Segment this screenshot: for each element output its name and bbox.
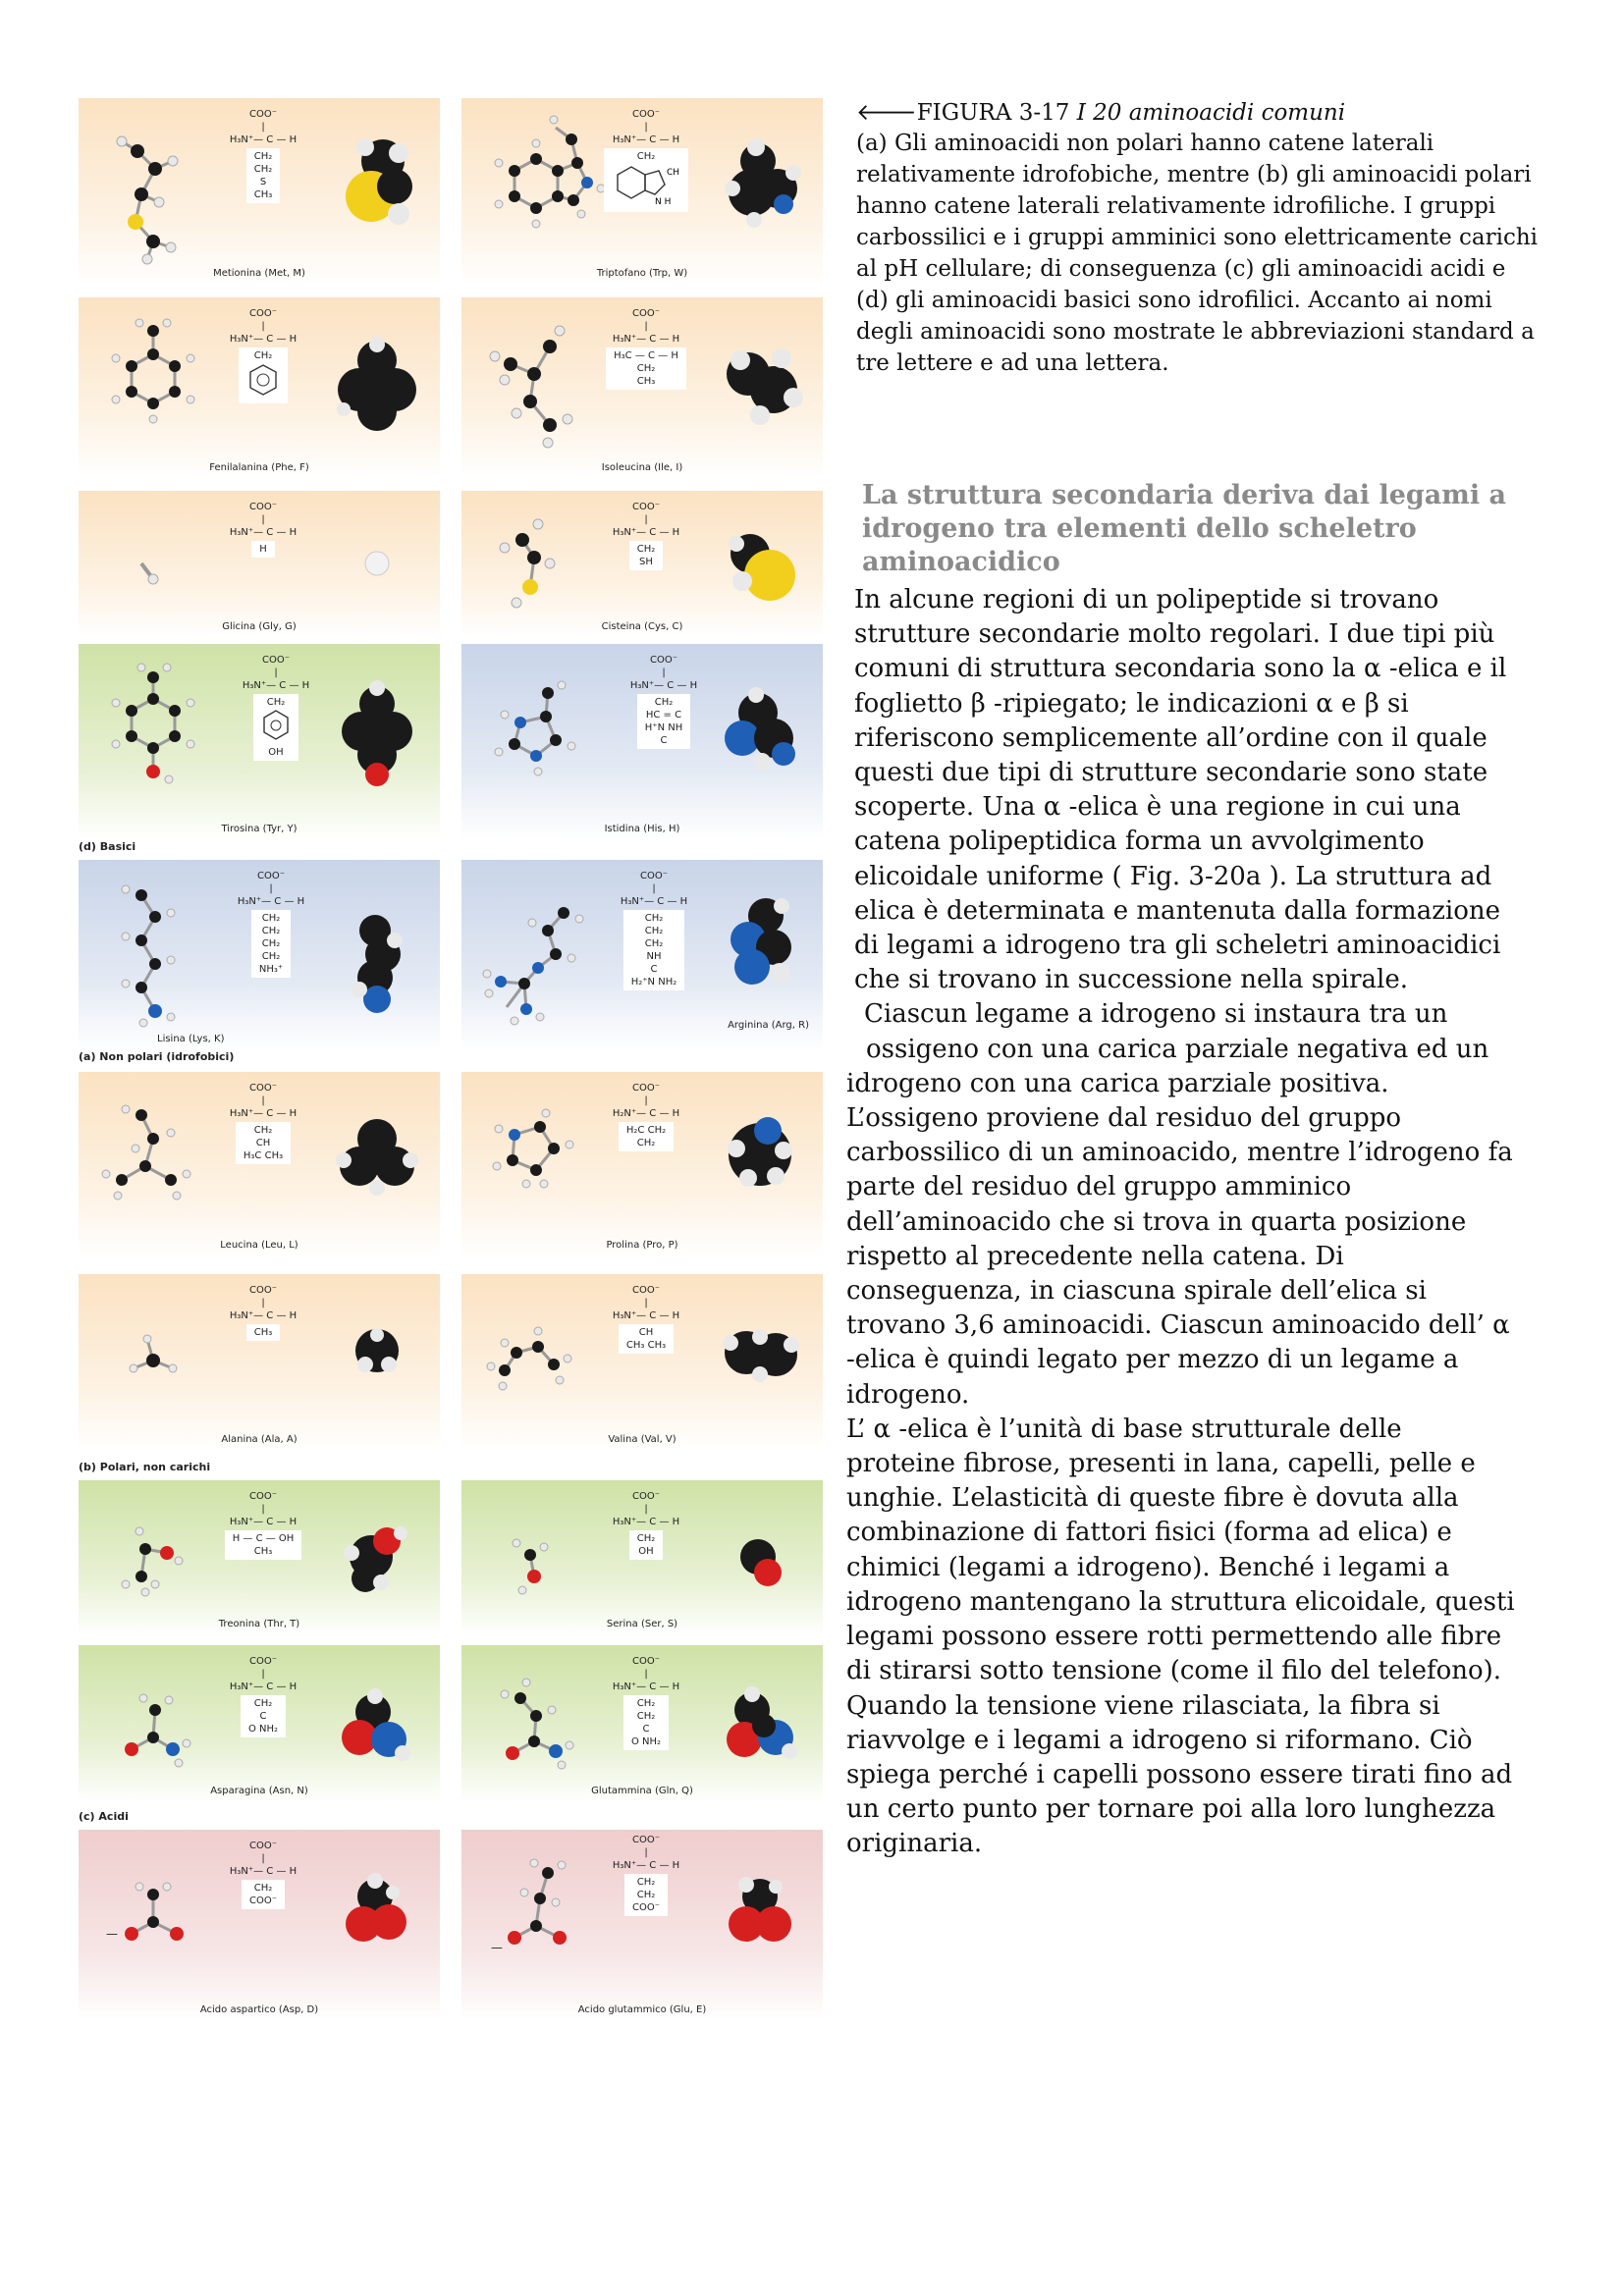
space-filling-model-asparagine <box>330 1679 426 1783</box>
carboxylate-label: COO⁻ <box>248 1841 277 1851</box>
alpha-carbon-label: — C — H <box>253 1517 298 1527</box>
panel-name: Lisina (Lys, K) <box>157 1034 225 1044</box>
space-filling-model-leucine <box>330 1105 426 1209</box>
panel-name: Prolina (Pro, P) <box>606 1240 678 1251</box>
structural-formula: COO⁻ | H₃N⁺— C — H CH₂ OH <box>221 654 331 761</box>
benzene-ring-icon <box>246 362 280 398</box>
text-line: di stirarsi sotto tensione (come il filo del telefono). <box>846 1656 1502 1686</box>
carboxylate-label: COO⁻ <box>631 502 660 512</box>
amino-group-label: H₃N⁺ <box>229 334 254 345</box>
panel-phenylalanine <box>79 297 440 479</box>
panel-name: Acido aspartico (Asp, D) <box>199 2004 319 2015</box>
text-line: di legami a idrogeno tra gli scheletri aminoacidici <box>854 931 1501 961</box>
text-line: rispetto al precedente nella catena. Di <box>846 1241 1344 1271</box>
side-chain: CH₂ <box>239 347 288 403</box>
panel-name: Serina (Ser, S) <box>606 1619 678 1629</box>
amino-group-label: H₃N⁺ <box>229 1682 254 1692</box>
svg-text:N H: N H <box>655 197 672 206</box>
amino-group-label: H₃N⁺ <box>229 1517 254 1527</box>
panel-name: Fenilalanina (Phe, F) <box>209 462 309 473</box>
carboxylate-label: COO⁻ <box>248 1656 277 1667</box>
structural-formula: COO⁻ | H₃N⁺— C — H CH₂ <box>208 307 318 403</box>
carboxylate-label: COO⁻ <box>649 655 677 666</box>
carboxylate-label: COO⁻ <box>631 109 660 120</box>
amino-group-label: H₃N⁺ <box>237 896 262 907</box>
text-line: -elica è quindi legato per mezzo di un legame a <box>846 1345 1459 1375</box>
side-chain: H — C — OH CH₃ <box>225 1530 302 1560</box>
text-line: spiega perché i capelli possono essere tirati fino ad <box>846 1759 1513 1789</box>
space-filling-model-glutamic-acid <box>713 1863 809 1967</box>
category-label-acidic: (c) Acidi <box>79 1810 129 1823</box>
space-filling-model-alanine <box>330 1308 426 1412</box>
text-line: riferiscono semplicemente all’ordine con il quale <box>854 722 1488 753</box>
panel-methionine <box>79 98 440 285</box>
text-line: combinazione di fattori fisici (forma ad elica) e <box>846 1518 1452 1548</box>
alpha-carbon-label: — C — H <box>261 896 305 907</box>
side-chain: H <box>251 541 275 558</box>
structural-formula: COO⁻ | H₃N⁺— C — H H — C — OH CH₃ <box>208 1490 318 1560</box>
side-chain: CH₂ OH <box>629 1530 664 1560</box>
structural-formula: COO⁻ | H₃N⁺— C — H CH₂ CH₂ C O NH₂ <box>591 1655 701 1750</box>
carboxylate-label: COO⁻ <box>631 1835 660 1845</box>
carboxylate-label: COO⁻ <box>248 502 277 512</box>
svg-text:—: — <box>491 1941 503 1954</box>
panel-name: Metionina (Met, M) <box>213 268 305 279</box>
text-line: conseguenza, in ciascuna spirale dell’elica si <box>846 1276 1427 1307</box>
caption-body: (a) Gli aminoacidi non polari hanno catene laterali relativamente idrofobiche, mentre (b) gli aminoacidi polari hanno catene laterali relativamente idrofiliche. I gruppi carbossilici e i gruppi amminici sono elettricamente carichi al pH cellulare; di conseguenza (c) gli aminoacidi acidi e (d) gli aminoacidi basici sono idrofilici. Accanto ai nomi degli aminoacidi sono mostrate le abbreviazioni standard a tre lettere e ad una lettera. <box>856 131 1539 376</box>
space-filling-model-arginine <box>713 883 809 1001</box>
structural-formula: COO⁻ | H₃N⁺— C — H CH₂ SH <box>591 501 701 570</box>
carboxylate-label: COO⁻ <box>248 1083 277 1094</box>
amino-group-label: H₂N⁺ <box>612 1108 637 1119</box>
carboxylate-label: COO⁻ <box>248 1285 277 1296</box>
carboxylate-label: COO⁻ <box>631 1491 660 1502</box>
amino-group-label: H₃N⁺ <box>612 334 637 345</box>
text-line: unghie. L’elasticità di queste fibre è dovuta alla <box>846 1483 1459 1514</box>
carboxylate-label: COO⁻ <box>631 308 660 319</box>
text-line: carbossilico di un aminoacido, mentre l’idrogeno fa <box>846 1138 1513 1168</box>
text-line: che si trovano in successione nella spirale. <box>854 965 1408 995</box>
structural-formula: COO⁻ | H₃N⁺— C — H H <box>208 501 318 558</box>
panel-glutamine <box>461 1645 823 1802</box>
panel-name: Triptofano (Trp, W) <box>596 268 688 279</box>
panel-name: Arginina (Arg, R) <box>728 1020 809 1031</box>
text-line: comuni di struttura secondaria sono la α -elica e il <box>854 654 1507 684</box>
phenol-ring-icon <box>261 709 291 742</box>
space-filling-model-serine <box>713 1514 809 1618</box>
space-filling-model-tyrosine <box>330 667 426 797</box>
text-line: idrogeno con una carica parziale positiva. <box>846 1068 1389 1098</box>
panel-name: Valina (Val, V) <box>608 1434 676 1445</box>
alpha-carbon-label: — C — H <box>253 527 298 538</box>
amino-group-label: H₃N⁺ <box>229 1108 254 1119</box>
panel-name: Isoleucina (Ile, I) <box>601 462 683 473</box>
alpha-carbon-label: — C — H <box>253 1866 298 1877</box>
structural-formula: COO⁻ | H₃N⁺— C — H CH₂ CH H₃C CH₃ <box>208 1082 318 1164</box>
structural-formula: COO⁻ | H₃N⁺— C — H CH₂ CH₂ CH₂ NH C H₂⁺N NH₂ <box>599 870 709 990</box>
structural-formula: COO⁻ | H₃N⁺— C — H CH₂ CH N H <box>591 108 701 212</box>
side-chain: CH₂ C O NH₂ <box>241 1695 286 1737</box>
amino-group-label: H₃N⁺ <box>229 1866 254 1877</box>
structural-formula: COO⁻ | H₃N⁺— C — H CH₂ CH₂ CH₂ CH₂ NH₃⁺ <box>216 870 326 978</box>
space-filling-model-threonine <box>330 1514 426 1618</box>
side-chain: CH₂ SH <box>629 541 664 570</box>
panel-asparagine <box>79 1645 440 1802</box>
alpha-carbon-label: — C — H <box>636 334 680 345</box>
amino-group-label: H₃N⁺ <box>229 134 254 145</box>
alpha-carbon-label: — C — H <box>636 134 680 145</box>
panel-serine <box>461 1480 823 1635</box>
carboxylate-label: COO⁻ <box>248 308 277 319</box>
amino-group-label: H₃N⁺ <box>612 1682 637 1692</box>
structural-formula: COO⁻ | H₃N⁺— C — H CH CH₃ CH₃ <box>591 1284 701 1354</box>
side-chain: H₂C CH₂ CH₂ <box>619 1122 674 1151</box>
space-filling-model-tryptophan <box>713 132 809 236</box>
panel-glutamic-acid <box>461 1830 823 2021</box>
amino-group-label: H₃N⁺ <box>229 527 254 538</box>
panel-threonine <box>79 1480 440 1635</box>
text-line: catena polipeptidica forma un avvolgimento <box>854 827 1425 857</box>
panel-name: Treonina (Thr, T) <box>218 1619 300 1629</box>
text-line: Quando la tensione viene rilasciata, la fibra si <box>846 1690 1440 1721</box>
amino-group-label: H₃N⁺ <box>229 1310 254 1321</box>
text-line: chimici (legami a idrogeno). Benché i legami a <box>846 1552 1450 1582</box>
amino-group-label: H₃N⁺ <box>629 680 655 691</box>
category-label-basic: (d) Basici <box>79 840 136 853</box>
text-line: ossigeno con una carica parziale negativa ed un <box>866 1034 1489 1064</box>
panel-tyrosine <box>79 644 440 840</box>
carboxylate-label: COO⁻ <box>631 1656 660 1667</box>
text-line: idrogeno. <box>846 1379 970 1410</box>
alpha-carbon-label: — C — H <box>253 1310 298 1321</box>
alpha-carbon-label: — C — H <box>636 1517 680 1527</box>
side-chain: CH₂ CH N H <box>604 148 688 212</box>
alpha-carbon-label: — C — H <box>253 1108 298 1119</box>
text-line: L’ α -elica è l’unità di base strutturale delle <box>846 1414 1402 1444</box>
panel-valine <box>461 1274 823 1451</box>
panel-name: Glicina (Gly, G) <box>222 621 297 632</box>
amino-group-label: H₃N⁺ <box>612 1860 637 1871</box>
alpha-carbon-label: — C — H <box>636 1860 680 1871</box>
panel-histidine <box>461 644 823 840</box>
text-line: In alcune regioni di un polipeptide si trovano <box>854 585 1439 614</box>
carboxylate-label: COO⁻ <box>631 1083 660 1094</box>
caption-title <box>856 98 1543 128</box>
panel-glycine <box>79 491 440 638</box>
side-chain: CH₂ CH₂ CH₂ CH₂ NH₃⁺ <box>251 910 291 978</box>
structural-formula: COO⁻ | H₃N⁺— C — H CH₃ <box>208 1284 318 1341</box>
space-filling-model-valine <box>713 1308 809 1412</box>
amino-group-label: H₃N⁺ <box>612 1517 637 1527</box>
structural-formula: COO⁻ | H₃N⁺— C — H CH₂ COO⁻ <box>208 1840 318 1909</box>
svg-text:—: — <box>106 1927 118 1941</box>
figure-title: I 20 aminoacidi comuni <box>1076 100 1346 126</box>
panel-name: Glutammina (Gln, Q) <box>591 1786 693 1796</box>
figure-caption <box>856 98 1543 379</box>
amino-group-label: H₃N⁺ <box>612 1310 637 1321</box>
text-line: riavvolge e i legami a idrogeno si riformano. Ciò <box>846 1725 1473 1755</box>
space-filling-model-isoleucine <box>713 331 809 435</box>
alpha-carbon-label: — C — H <box>644 896 688 907</box>
structural-formula: COO⁻ | H₃N⁺— C — H CH₂ CH₂ S CH₃ <box>208 108 318 203</box>
panel-name: Acido glutammico (Glu, E) <box>577 2004 707 2015</box>
text-line: trovano 3,6 aminoacidi. Ciascun aminoacido dell’ α <box>846 1310 1510 1341</box>
panel-aspartic-acid <box>79 1830 440 2021</box>
structural-formula: COO⁻ | H₃N⁺— C — H CH₂ HC = C H⁺N NH C <box>609 654 719 749</box>
space-filling-model-histidine <box>713 677 809 781</box>
carboxylate-label: COO⁻ <box>639 871 668 881</box>
body-text <box>846 583 1551 1862</box>
text-line: dell’aminoacido che si trova in quarta posizione <box>846 1206 1467 1237</box>
side-chain: CH₂ CH₂ C O NH₂ <box>623 1695 669 1750</box>
side-chain: CH₂ CH H₃C CH₃ <box>236 1122 291 1164</box>
text-line: un certo punto per tornare poi alla loro lunghezza <box>846 1794 1496 1825</box>
carboxylate-label: COO⁻ <box>248 1491 277 1502</box>
space-filling-model-methionine <box>330 132 426 236</box>
amino-group-label: H₃N⁺ <box>620 896 645 907</box>
space-filling-model-phenylalanine <box>330 331 426 435</box>
panel-proline <box>461 1072 823 1256</box>
text-line: elica è determinata e mantenuta dalla formazione <box>854 895 1501 926</box>
text-line: elicoidale uniforme ( Fig. 3-20a ). La struttura ad <box>854 861 1492 891</box>
indole-ring-icon <box>612 163 680 206</box>
carboxylate-label: COO⁻ <box>248 109 277 120</box>
panel-leucine <box>79 1072 440 1256</box>
text-line: scoperte. Una α -elica è una regione in cui una <box>854 792 1461 823</box>
amino-group-label: H₃N⁺ <box>242 680 267 691</box>
alpha-carbon-label: — C — H <box>636 1108 680 1119</box>
panel-name: Cisteina (Cys, C) <box>601 621 683 632</box>
text-line: idrogeno mantengano la struttura elicoidale, questi <box>846 1586 1515 1617</box>
side-chain: CH₂ CH₂ COO⁻ <box>624 1874 668 1916</box>
structural-formula: COO⁻ | H₃N⁺— C — H H₃C — C — H CH₂ CH₃ <box>591 307 701 390</box>
text-line: legami possono essere rotti permettendo alle fibre <box>846 1622 1502 1652</box>
panel-name: Asparagina (Asn, N) <box>210 1786 308 1796</box>
alpha-carbon-label: — C — H <box>253 334 298 345</box>
text-line: originaria. <box>846 1829 983 1859</box>
alpha-carbon-label: — C — H <box>636 1310 680 1321</box>
alpha-carbon-label: — C — H <box>636 527 680 538</box>
text-line: foglietto β -ripiegato; le indicazioni α e β si <box>854 688 1409 719</box>
panel-alanine <box>79 1274 440 1451</box>
alpha-carbon-label: — C — H <box>654 680 698 691</box>
structural-formula: COO⁻ | H₃N⁺— C — H CH₂ OH <box>591 1490 701 1560</box>
alpha-carbon-label: — C — H <box>253 134 298 145</box>
side-chain: CH CH₃ CH₃ <box>619 1324 674 1354</box>
space-filling-model-proline <box>713 1105 809 1209</box>
panel-name: Alanina (Ala, A) <box>221 1434 298 1445</box>
carboxylate-label: COO⁻ <box>631 1285 660 1296</box>
panel-arginine <box>461 860 823 1050</box>
panel-name: Leucina (Leu, L) <box>220 1240 298 1251</box>
space-filling-model-glutamine <box>713 1679 809 1783</box>
panel-isoleucine <box>461 297 823 479</box>
panel-tryptophan <box>461 98 823 285</box>
space-filling-model-glycine <box>330 524 426 628</box>
text-line: strutture secondarie molto regolari. I due tipi più <box>854 619 1495 650</box>
carboxylate-label: COO⁻ <box>256 871 285 881</box>
carboxylate-label: COO⁻ <box>261 655 290 666</box>
panel-cysteine <box>461 491 823 638</box>
amino-acids-figure <box>79 98 831 2056</box>
svg-text:CH: CH <box>667 168 680 178</box>
structural-formula: COO⁻ | H₃N⁺— C — H CH₂ C O NH₂ <box>208 1655 318 1737</box>
structural-formula: COO⁻ | H₂N⁺— C — H H₂C CH₂ CH₂ <box>591 1082 701 1151</box>
text-line: Ciascun legame a idrogeno si instaura tra un <box>864 999 1448 1030</box>
alpha-carbon-label: — C — H <box>253 1682 298 1692</box>
figure-label: FIGURA 3-17 <box>916 100 1070 126</box>
space-filling-model-cysteine <box>713 524 809 628</box>
space-filling-model-aspartic-acid <box>330 1863 426 1967</box>
panel-name: Istidina (His, H) <box>604 824 680 834</box>
alpha-carbon-label: — C — H <box>636 1682 680 1692</box>
left-arrow-icon: 🡐 <box>856 100 917 126</box>
space-filling-model-lysine <box>330 899 426 1027</box>
category-label-nonpolar: (a) Non polari (idrofobici) <box>79 1050 235 1063</box>
panel-name: Tirosina (Tyr, Y) <box>221 824 298 834</box>
amino-group-label: H₃N⁺ <box>612 527 637 538</box>
side-chain: CH₃ <box>246 1324 281 1341</box>
side-chain: H₃C — C — H CH₂ CH₃ <box>606 347 686 390</box>
alpha-carbon-label: — C — H <box>266 680 310 691</box>
amino-group-label: H₃N⁺ <box>612 134 637 145</box>
text-line: proteine fibrose, presenti in lana, capelli, pelle e <box>846 1449 1476 1479</box>
text-line: L’ossigeno proviene dal residuo del gruppo <box>846 1103 1402 1134</box>
side-chain: CH₂ HC = C H⁺N NH C <box>637 694 690 749</box>
side-chain: CH₂ COO⁻ <box>242 1880 285 1909</box>
side-chain: CH₂ OH <box>253 694 298 761</box>
panel-lysine <box>79 860 440 1050</box>
text-line: questi due tipi di strutture secondarie sono state <box>854 758 1488 788</box>
side-chain: CH₂ CH₂ CH₂ NH C H₂⁺N NH₂ <box>623 910 684 990</box>
section-heading: La struttura secondaria deriva dai legami a idrogeno tra elementi dello scheletro aminoacidico <box>862 480 1506 577</box>
category-label-polar: (b) Polari, non carichi <box>79 1461 211 1473</box>
text-line: parte del residuo del gruppo amminico <box>846 1172 1352 1202</box>
structural-formula: COO⁻ | H₃N⁺— C — H CH₂ CH₂ COO⁻ <box>591 1834 701 1916</box>
side-chain: CH₂ CH₂ S CH₃ <box>246 148 281 203</box>
